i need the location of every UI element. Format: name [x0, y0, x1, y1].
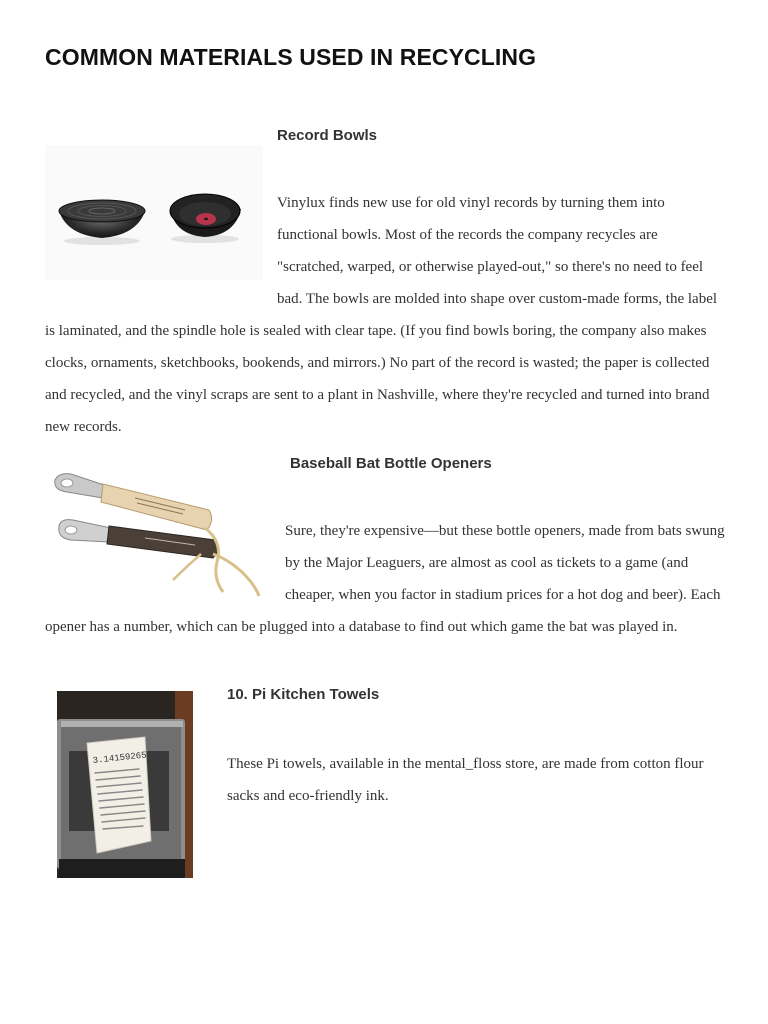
- pi-towels-text: [227, 748, 727, 812]
- bottle-openers-paragraph: Sure, they're expensive—but these bottle openers, made from bats swung by the Major Leaguers, are almost as cool as tickets to a game (and cheaper, when you factor in stadium prices for a hot dog and beer). Each opener has a number, which can be plugged into a database to find out which game the bat was played in.: [45, 523, 725, 635]
- section-heading-bottle-openers: Baseball Bat Bottle Openers: [290, 455, 492, 472]
- pi-towel-text: 3.14159265: [92, 750, 148, 766]
- section-heading-record-bowls: Record Bowls: [277, 127, 378, 144]
- bottle-openers-text: [45, 515, 727, 643]
- pi-towels-image: [57, 691, 193, 878]
- section-heading-pi-towels: 10. Pi Kitchen Towels: [227, 686, 380, 703]
- record-bowls-paragraph: Vinylux finds new use for old vinyl records by turning them into functional bowls. Most of the records the company recycles are "scratched, warped, or otherwise played-out," so there's no need to feel bad. The bowls are molded into shape over custom-made forms, the label is laminated, and the spindle hole is sealed with clear tape. (If you find bowls boring, the company also makes clocks, ornaments, sketchbooks, bookends, and mirrors.) No part of the record is wasted; the paper is collected and recycled, and the vinyl scraps are sent to a plant in Nashville, where they're recycled and turned into brand new records.: [45, 195, 718, 435]
- pi-towels-paragraph: These Pi towels, available in the mental_floss store, are made from cotton flour sacks and eco-friendly ink.: [227, 756, 704, 804]
- record-bowls-text: [45, 187, 727, 443]
- page-title: COMMON MATERIALS USED IN RECYCLING: [45, 44, 537, 70]
